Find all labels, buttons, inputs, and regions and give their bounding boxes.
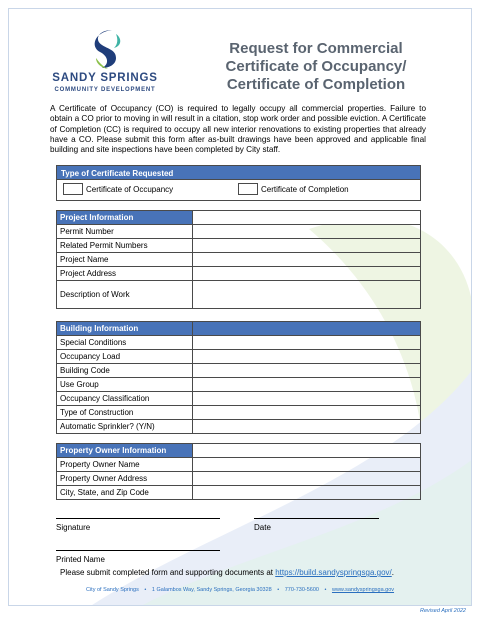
owner-name-label: Property Owner Name [57, 458, 193, 472]
title-line-2: Certificate of Occupancy/ [225, 58, 407, 75]
project-name-field[interactable] [193, 253, 421, 267]
use-group-label: Use Group [57, 378, 193, 392]
project-address-field[interactable] [193, 267, 421, 281]
submit-text: Please submit completed form and supporting documents at [60, 568, 276, 577]
footer [0, 587, 480, 593]
footer-bullet-2: • [277, 587, 280, 593]
logo-subtitle: COMMUNITY DEVELOPMENT [54, 87, 156, 93]
automatic-sprinkler-label: Automatic Sprinkler? (Y/N) [57, 420, 193, 434]
footer-address: 1 Galambos Way, Sandy Springs, Georgia 30328 [151, 587, 272, 593]
date-line[interactable] [254, 518, 379, 519]
type-of-construction-field[interactable] [193, 406, 421, 420]
owner-header-blank [193, 444, 421, 458]
owner-info-header: Property Owner Information [57, 444, 193, 458]
related-permits-field[interactable] [193, 239, 421, 253]
owner-name-field[interactable] [193, 458, 421, 472]
footer-bullet-1: • [144, 587, 147, 593]
intro-paragraph: A Certificate of Occupancy (CO) is required to legally occupy all commercial properties. Failure to obtain a CO prior to moving in will result in a citation, stop work order and possible eviction. A Certificate of Completion (CC) is required to occupy all new interior renovations to existing properties that already have a CO. Please submit this form after as-built drawings have been approved and applicable final building and site inspections have been completed by City staff. [50, 104, 426, 155]
owner-address-field[interactable] [193, 472, 421, 486]
logo-mark-icon [90, 28, 124, 70]
city-state-zip-field[interactable] [193, 486, 421, 500]
permit-number-label: Permit Number [57, 225, 193, 239]
cc-checkbox-label: Certificate of Completion [261, 185, 349, 194]
cc-checkbox[interactable] [238, 183, 258, 195]
building-info-table [56, 321, 421, 434]
project-address-label: Project Address [57, 267, 193, 281]
signature-line[interactable] [56, 518, 220, 519]
related-permits-label: Related Permit Numbers [57, 239, 193, 253]
project-info-header: Project Information [57, 211, 193, 225]
owner-info-table [56, 443, 421, 500]
occupancy-classification-field[interactable] [193, 392, 421, 406]
submit-instructions [60, 568, 394, 577]
date-label: Date [254, 523, 271, 532]
type-of-construction-label: Type of Construction [57, 406, 193, 420]
signature-label: Signature [56, 523, 91, 532]
footer-city: City of Sandy Springs [85, 587, 139, 593]
footer-bullet-3: • [324, 587, 327, 593]
occupancy-load-label: Occupancy Load [57, 350, 193, 364]
description-of-work-label: Description of Work [57, 281, 193, 309]
building-code-label: Building Code [57, 364, 193, 378]
project-name-label: Project Name [57, 253, 193, 267]
submit-link[interactable]: https://build.sandyspringsga.gov/ [275, 568, 392, 577]
printed-name-label: Printed Name [56, 555, 105, 564]
printed-name-line[interactable] [56, 550, 220, 551]
automatic-sprinkler-field[interactable] [193, 420, 421, 434]
occupancy-classification-label: Occupancy Classification [57, 392, 193, 406]
city-state-zip-label: City, State, and Zip Code [57, 486, 193, 500]
occupancy-load-field[interactable] [193, 350, 421, 364]
owner-address-label: Property Owner Address [57, 472, 193, 486]
footer-website-link[interactable]: www.sandyspringsga.gov [331, 587, 395, 593]
use-group-field[interactable] [193, 378, 421, 392]
page-title [200, 40, 432, 94]
special-conditions-label: Special Conditions [57, 336, 193, 350]
co-checkbox-label: Certificate of Occupancy [86, 185, 174, 194]
permit-number-field[interactable] [193, 225, 421, 239]
revised-date: Revised April 2022 [420, 608, 466, 614]
co-checkbox[interactable] [63, 183, 83, 195]
submit-end: . [391, 568, 394, 577]
footer-phone: 770-730-5600 [284, 587, 319, 593]
building-code-field[interactable] [193, 364, 421, 378]
building-info-header: Building Information [57, 322, 193, 336]
certificate-type-header: Type of Certificate Requested [56, 165, 421, 180]
logo-name: SANDY SPRINGS [52, 72, 158, 84]
project-header-blank [193, 211, 421, 225]
title-line-3: Certificate of Completion [226, 76, 406, 93]
project-info-table [56, 210, 421, 309]
description-of-work-field[interactable] [193, 281, 421, 309]
building-header-fill [193, 322, 421, 336]
special-conditions-field[interactable] [193, 336, 421, 350]
title-line-1: Request for Commercial [229, 40, 403, 57]
